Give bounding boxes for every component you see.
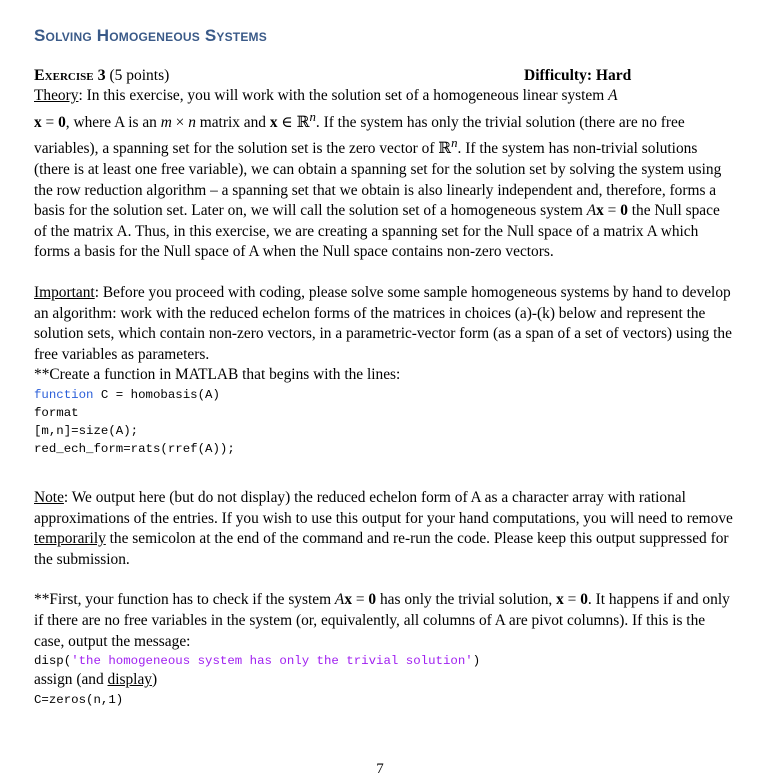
important-paragraph: Important: Before you proceed with coding, please solve some sample homogeneous systems by hand to develop an algorithm: work with the reduced echelon forms of the matrices in choices (a)-(k) below and represent the solution sets, which contain non-zero vectors, in a parametric-vector form (as a span of a set of vectors) using the free variables as parameters. **Create a function in MATLAB that begins with the lines: — [34, 284, 732, 384]
note-paragraph: Note: We output here (but do not display) the reduced echelon form of A as a character array with rational approximations of the entries. If you wish to use this output for your hand computations, you will need to remove temporarily the semicolon at the end of the command and re-run the code. Please keep this output suppressed for the submission. — [34, 488, 733, 568]
difficulty-label: Difficulty: Hard — [524, 67, 632, 84]
important-heading: Important — [34, 284, 95, 301]
section-title: Solving Homogeneous Systems — [34, 26, 267, 45]
page-number: 7 — [376, 761, 384, 777]
theory-paragraph: Theory: In this exercise, you will work with the solution set of a homogeneous linear system A x = 0, where A is an m × n matrix and x ∈ ℝ$^n$. If the system has only the trivial solution (there are no free variables), a spanning set for the solution set is the zero vector of ℝ$^n$. If the system has non-trivial solutions (there is at least one free variable), we can obtain a spanning set for the solution set by solving the system using the row reduction algorithm – a spanning set that we obtain is also linearly independent and, therefore, forms a basis for the solution set. Later on, we will call the solution set of a homogeneous system Ax = 0 the Null space of the matrix A. Thus, in this exercise, we are creating a spanning set for the Null space of a matrix A which forms a basis for the Null space of A when the Null space contains non-zero vectors. — [34, 87, 722, 261]
code-disp-line: disp('the homogeneous system has only the trivial solution') — [34, 654, 481, 669]
page-content — [34, 22, 734, 709]
exercise-label: Exercise 3 — [34, 67, 106, 84]
assign-line: assign (and display) — [34, 671, 158, 689]
note-heading: Note — [34, 488, 64, 506]
exercise-points: (5 points) — [109, 67, 170, 84]
exercise-header — [34, 66, 734, 86]
code-block-function-header: function C = homobasis(A) format [m,n]=size(A); red_ech_form=rats(rref(A)); — [34, 387, 235, 456]
create-function-instruction: **Create a function in MATLAB that begins with the lines: — [34, 366, 401, 384]
theory-heading: Theory — [34, 87, 79, 104]
code-zeros-line: C=zeros(n,1) — [34, 692, 124, 707]
first-check-paragraph: **First, your function has to check if the system Ax = 0 has only the trivial solution, x = 0. It happens if and only if there are no free variables in the system (or, equivalently, all columns of A are pivot columns). If this is the case, output the message: — [34, 591, 730, 650]
